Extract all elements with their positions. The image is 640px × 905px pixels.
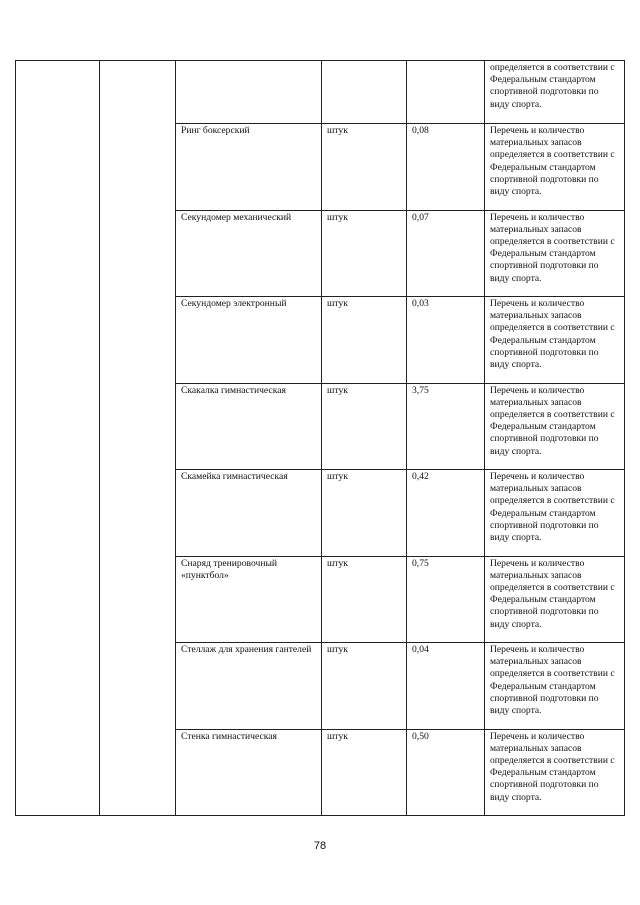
merged-cell-col1 [16,61,100,816]
page-number: 78 [313,840,327,852]
unit-cell: штук [322,643,407,730]
item-name-cell: Скакалка гимнастическая [176,383,322,470]
unit-cell: штук [322,729,407,816]
item-name-cell: Скамейка гимнастическая [176,470,322,557]
item-name-cell: Стенка гимнастическая [176,729,322,816]
note-cell: Перечень и количество материальных запасов определяется в соответствии с Федеральным стандартом спортивной подготовки по виду спорта. [485,297,625,384]
table-row [16,61,625,124]
quantity-cell: 0,75 [407,556,485,643]
quantity-cell: 0,50 [407,729,485,816]
item-name-cell: Стеллаж для хранения гантелей [176,643,322,730]
quantity-cell: 0,07 [407,210,485,297]
item-name-cell: Ринг боксерский [176,124,322,211]
unit-cell: штук [322,556,407,643]
note-cell: Перечень и количество материальных запасов определяется в соответствии с Федеральным стандартом спортивной подготовки по виду спорта. [485,210,625,297]
quantity-cell: 3,75 [407,383,485,470]
quantity-cell: 0,08 [407,124,485,211]
merged-cell-col2 [100,61,176,816]
unit-cell: штук [322,210,407,297]
equipment-table [15,60,625,816]
unit-cell [322,61,407,124]
unit-cell: штук [322,470,407,557]
note-cell: Перечень и количество материальных запасов определяется в соответствии с Федеральным стандартом спортивной подготовки по виду спорта. [485,556,625,643]
item-name-cell: Секундомер электронный [176,297,322,384]
note-cell: Перечень и количество материальных запасов определяется в соответствии с Федеральным стандартом спортивной подготовки по виду спорта. [485,470,625,557]
note-cell: Перечень и количество материальных запасов определяется в соответствии с Федеральным стандартом спортивной подготовки по виду спорта. [485,643,625,730]
item-name-cell [176,61,322,124]
unit-cell: штук [322,297,407,384]
quantity-cell: 0,04 [407,643,485,730]
item-name-cell: Секундомер механический [176,210,322,297]
note-cell: Перечень и количество материальных запасов определяется в соответствии с Федеральным стандартом спортивной подготовки по виду спорта. [485,124,625,211]
note-cell: Перечень и количество материальных запасов определяется в соответствии с Федеральным стандартом спортивной подготовки по виду спорта. [485,383,625,470]
note-cell: определяется в соответствии с Федеральным стандартом спортивной подготовки по виду спорта. [485,61,625,124]
note-cell: Перечень и количество материальных запасов определяется в соответствии с Федеральным стандартом спортивной подготовки по виду спорта. [485,729,625,816]
quantity-cell: 0,03 [407,297,485,384]
unit-cell: штук [322,383,407,470]
item-name-cell: Снаряд тренировочный «пунктбол» [176,556,322,643]
unit-cell: штук [322,124,407,211]
quantity-cell [407,61,485,124]
quantity-cell: 0,42 [407,470,485,557]
